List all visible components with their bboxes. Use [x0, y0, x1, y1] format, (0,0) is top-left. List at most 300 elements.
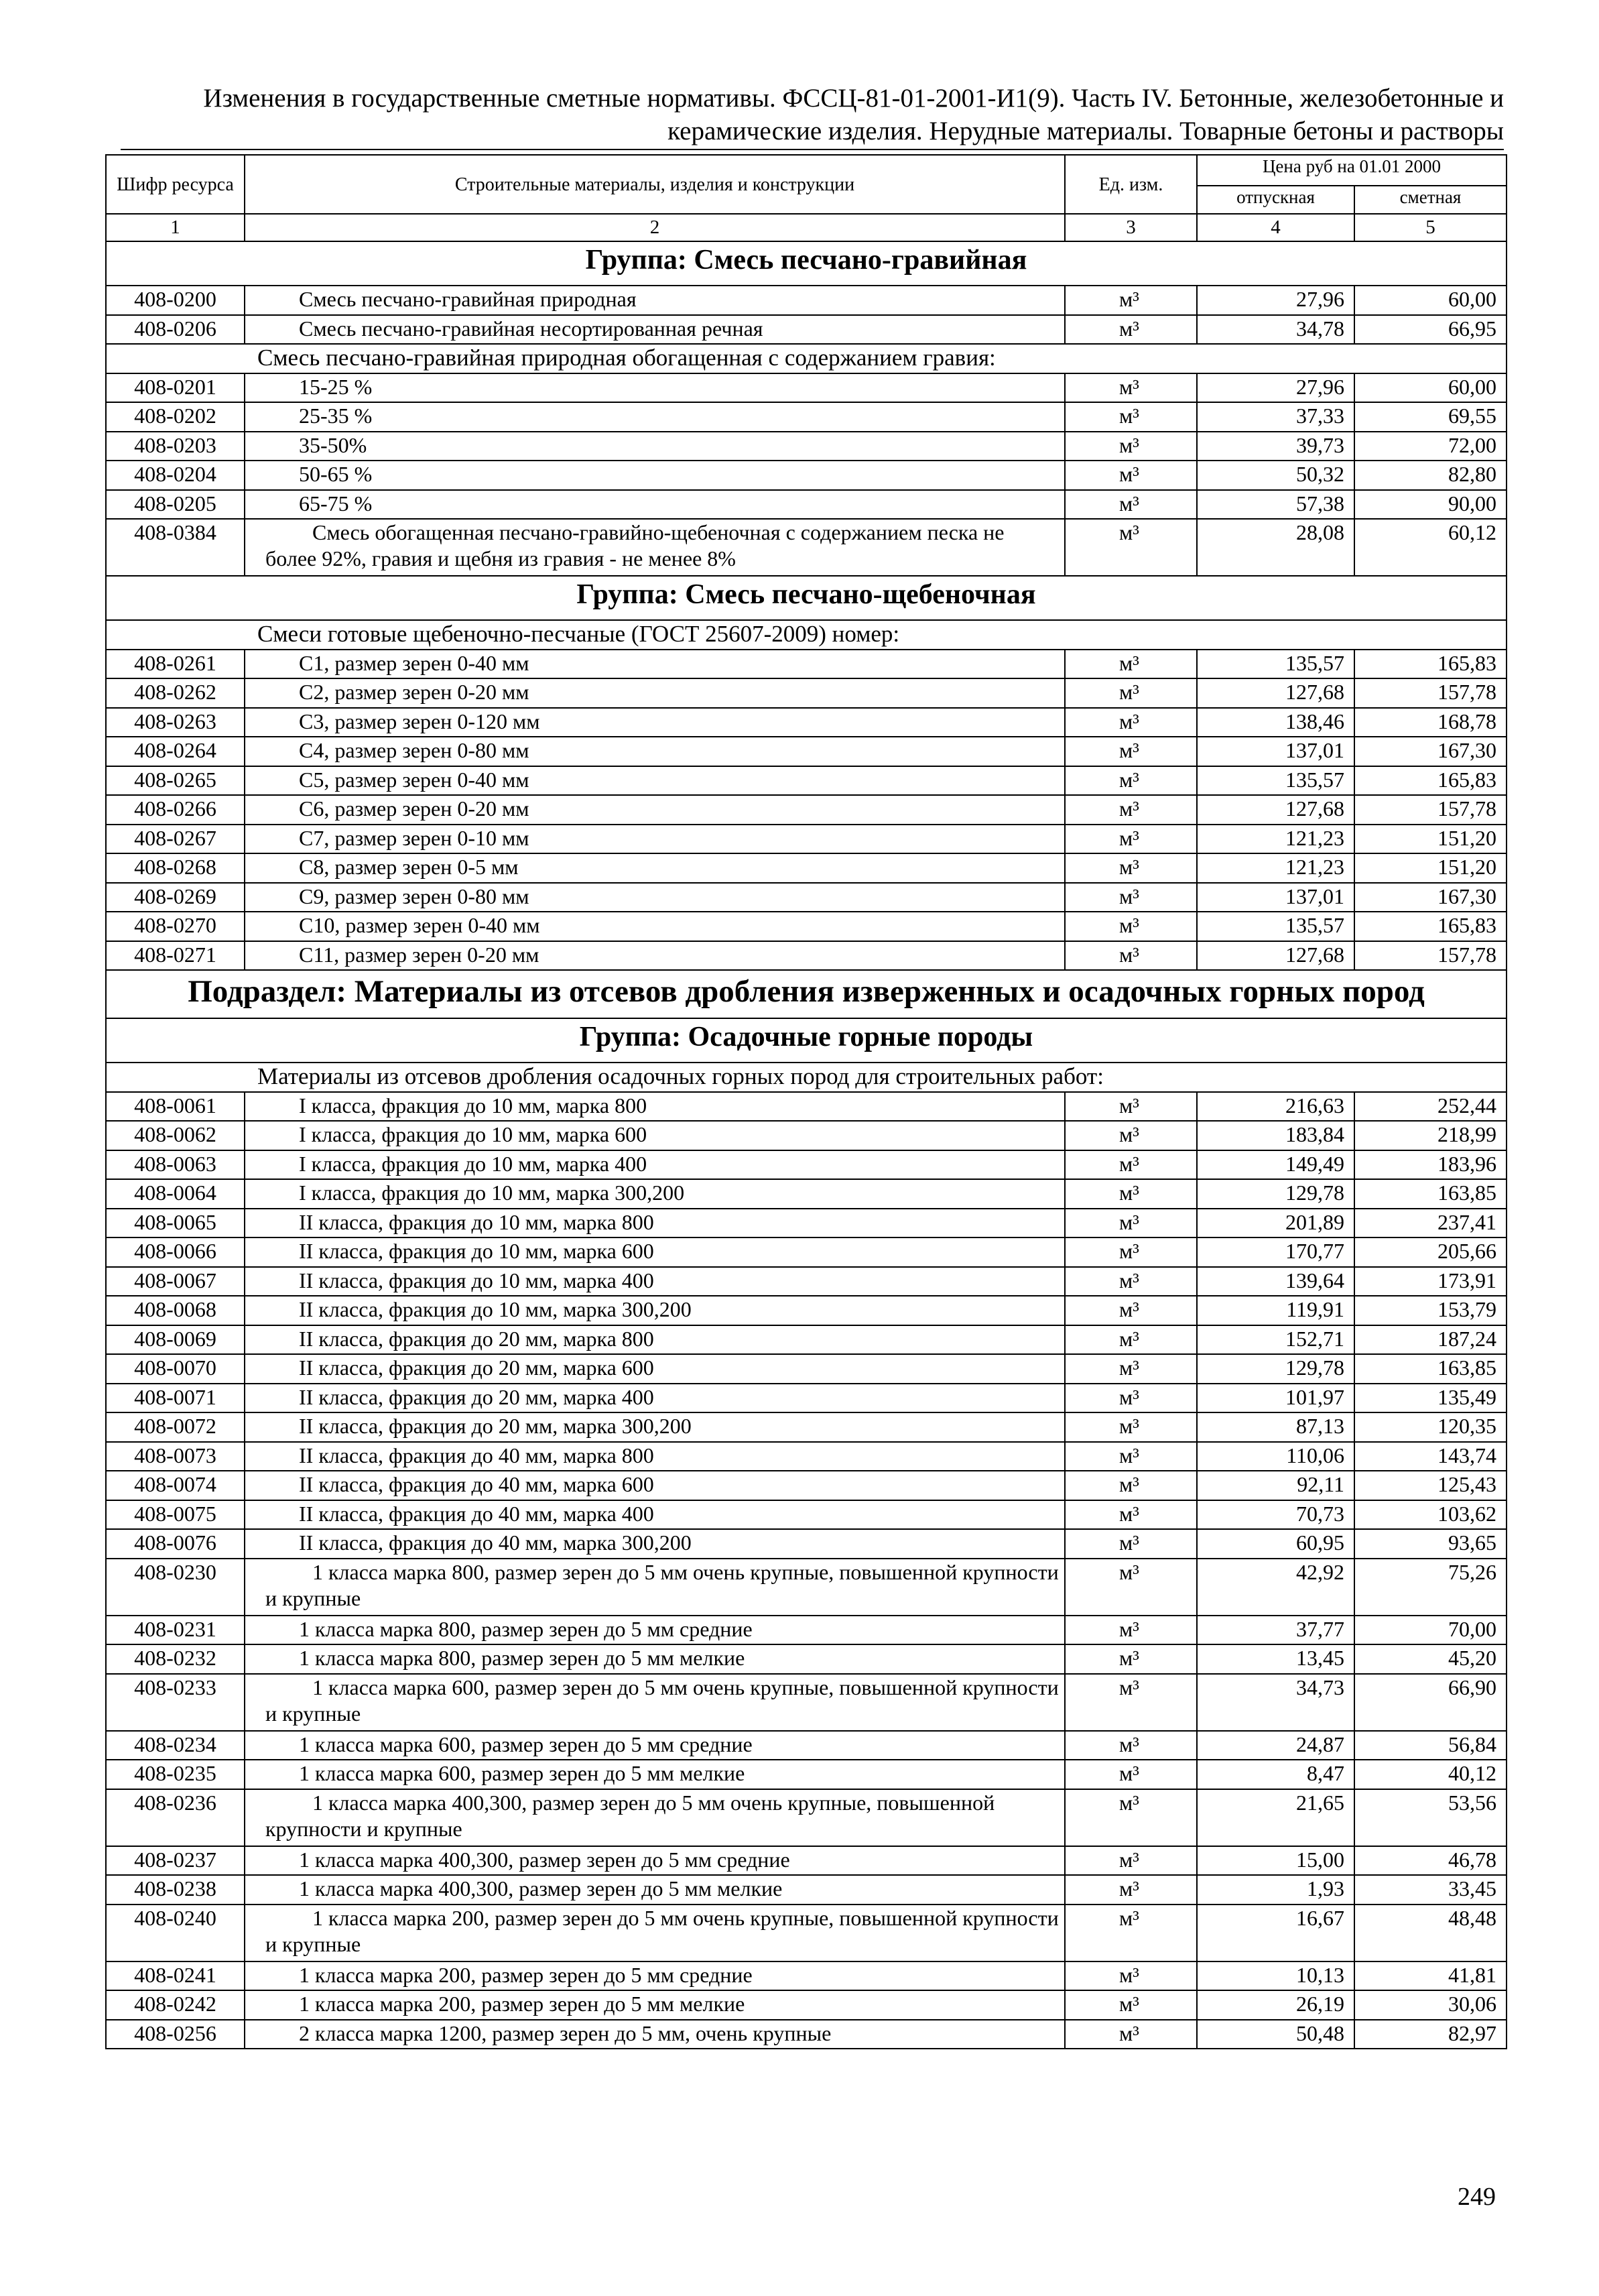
release-price: 87,13	[1197, 1412, 1354, 1442]
table-row	[106, 853, 1507, 883]
unit-of-measure: м³	[1065, 1789, 1197, 1846]
column-index: 1	[106, 214, 245, 241]
table-row	[106, 1237, 1507, 1267]
resource-code: 408-0269	[106, 883, 245, 912]
release-price: 110,06	[1197, 1442, 1354, 1471]
table-row	[106, 432, 1507, 461]
resource-code: 408-0264	[106, 737, 245, 766]
release-price: 119,91	[1197, 1296, 1354, 1325]
unit-of-measure: м³	[1065, 1875, 1197, 1905]
material-name: II класса, фракция до 10 мм, марка 300,200	[245, 1296, 1065, 1325]
estimate-price: 82,80	[1354, 461, 1507, 490]
material-name: II класса, фракция до 10 мм, марка 800	[245, 1209, 1065, 1238]
table-row	[106, 1092, 1507, 1122]
unit-of-measure: м³	[1065, 1150, 1197, 1180]
estimate-price: 60,00	[1354, 373, 1507, 403]
document-header	[121, 82, 1504, 147]
material-name: 1 класса марка 400,300, размер зерен до 5 мм средние	[245, 1846, 1065, 1876]
resource-code: 408-0200	[106, 286, 245, 315]
release-price: 1,93	[1197, 1875, 1354, 1905]
price-table	[105, 154, 1507, 2049]
release-price: 57,38	[1197, 490, 1354, 520]
release-price: 216,63	[1197, 1092, 1354, 1122]
unit-of-measure: м³	[1065, 432, 1197, 461]
release-price: 34,73	[1197, 1674, 1354, 1731]
resource-code: 408-0075	[106, 1500, 245, 1530]
estimate-price: 205,66	[1354, 1237, 1507, 1267]
unit-of-measure: м³	[1065, 1442, 1197, 1471]
release-price: 129,78	[1197, 1179, 1354, 1209]
release-price: 34,78	[1197, 315, 1354, 345]
resource-code: 408-0063	[106, 1150, 245, 1180]
resource-code: 408-0237	[106, 1846, 245, 1876]
material-name: II класса, фракция до 40 мм, марка 600	[245, 1471, 1065, 1500]
resource-code: 408-0262	[106, 678, 245, 708]
table-row	[106, 1325, 1507, 1355]
estimate-price: 53,56	[1354, 1789, 1507, 1846]
release-price: 37,33	[1197, 402, 1354, 432]
group-heading: Группа: Осадочные горные породы	[106, 1018, 1507, 1063]
table-row	[106, 519, 1507, 576]
material-name: 35-50%	[245, 432, 1065, 461]
unit-of-measure: м³	[1065, 1121, 1197, 1150]
material-name: 1 класса марка 400,300, размер зерен до 5 мм мелкие	[245, 1875, 1065, 1905]
unit-of-measure: м³	[1065, 766, 1197, 796]
material-name: 1 класса марка 400,300, размер зерен до 5 мм очень крупные, повышенной крупности и крупные	[245, 1789, 1065, 1846]
release-price: 121,23	[1197, 853, 1354, 883]
release-price: 152,71	[1197, 1325, 1354, 1355]
release-price: 135,57	[1197, 650, 1354, 679]
estimate-price: 82,97	[1354, 2020, 1507, 2049]
unit-of-measure: м³	[1065, 1412, 1197, 1442]
material-name: Смесь песчано-гравийная природная	[245, 286, 1065, 315]
resource-code: 408-0204	[106, 461, 245, 490]
table-row	[106, 1412, 1507, 1442]
material-name: II класса, фракция до 20 мм, марка 800	[245, 1325, 1065, 1355]
estimate-price: 46,78	[1354, 1846, 1507, 1876]
table-row	[106, 2020, 1507, 2049]
resource-code: 408-0235	[106, 1760, 245, 1789]
unit-of-measure: м³	[1065, 1616, 1197, 1645]
column-index: 5	[1354, 214, 1507, 241]
resource-code: 408-0070	[106, 1354, 245, 1384]
release-price: 137,01	[1197, 737, 1354, 766]
estimate-price: 120,35	[1354, 1412, 1507, 1442]
estimate-price: 173,91	[1354, 1267, 1507, 1296]
unit-of-measure: м³	[1065, 1471, 1197, 1500]
release-price: 15,00	[1197, 1846, 1354, 1876]
resource-code: 408-0238	[106, 1875, 245, 1905]
resource-code: 408-0256	[106, 2020, 245, 2049]
release-price: 50,32	[1197, 461, 1354, 490]
table-row	[106, 795, 1507, 825]
group-heading: Группа: Смесь песчано-гравийная	[106, 241, 1507, 286]
release-price: 8,47	[1197, 1760, 1354, 1789]
release-price: 10,13	[1197, 1961, 1354, 1991]
material-name: 1 класса марка 800, размер зерен до 5 мм мелкие	[245, 1644, 1065, 1674]
estimate-price: 56,84	[1354, 1731, 1507, 1760]
table-row	[106, 1209, 1507, 1238]
table-row	[106, 1760, 1507, 1789]
table-row	[106, 1471, 1507, 1500]
estimate-price: 75,26	[1354, 1559, 1507, 1616]
unit-of-measure: м³	[1065, 1529, 1197, 1559]
subgroup-note-row	[106, 344, 1507, 373]
subgroup-note-row	[106, 1063, 1507, 1092]
table-row	[106, 1905, 1507, 1961]
table-row	[106, 1296, 1507, 1325]
column-header-estimate-price: сметная	[1354, 186, 1507, 214]
release-price: 60,95	[1197, 1529, 1354, 1559]
unit-of-measure: м³	[1065, 1760, 1197, 1789]
estimate-price: 168,78	[1354, 708, 1507, 737]
resource-code: 408-0261	[106, 650, 245, 679]
release-price: 101,97	[1197, 1384, 1354, 1413]
resource-code: 408-0068	[106, 1296, 245, 1325]
unit-of-measure: м³	[1065, 1500, 1197, 1530]
material-name: С5, размер зерен 0-40 мм	[245, 766, 1065, 796]
column-index-row	[106, 214, 1507, 241]
estimate-price: 151,20	[1354, 825, 1507, 854]
table-row	[106, 1616, 1507, 1645]
material-name: С8, размер зерен 0-5 мм	[245, 853, 1065, 883]
estimate-price: 183,96	[1354, 1150, 1507, 1180]
estimate-price: 66,90	[1354, 1674, 1507, 1731]
unit-of-measure: м³	[1065, 1354, 1197, 1384]
release-price: 27,96	[1197, 373, 1354, 403]
resource-code: 408-0240	[106, 1905, 245, 1961]
table-row	[106, 1961, 1507, 1991]
estimate-price: 30,06	[1354, 1990, 1507, 2020]
table-row	[106, 883, 1507, 912]
unit-of-measure: м³	[1065, 912, 1197, 941]
release-price: 135,57	[1197, 766, 1354, 796]
estimate-price: 48,48	[1354, 1905, 1507, 1961]
estimate-price: 237,41	[1354, 1209, 1507, 1238]
table-row	[106, 737, 1507, 766]
unit-of-measure: м³	[1065, 825, 1197, 854]
unit-of-measure: м³	[1065, 1237, 1197, 1267]
resource-code: 408-0205	[106, 490, 245, 520]
estimate-price: 167,30	[1354, 737, 1507, 766]
estimate-price: 143,74	[1354, 1442, 1507, 1471]
release-price: 42,92	[1197, 1559, 1354, 1616]
resource-code: 408-0230	[106, 1559, 245, 1616]
table-body	[106, 241, 1507, 2049]
table-row	[106, 1121, 1507, 1150]
table-row	[106, 315, 1507, 345]
material-name: II класса, фракция до 20 мм, марка 600	[245, 1354, 1065, 1384]
estimate-price: 93,65	[1354, 1529, 1507, 1559]
unit-of-measure: м³	[1065, 853, 1197, 883]
column-header-price: Цена руб на 01.01 2000	[1197, 155, 1507, 186]
material-name: II класса, фракция до 40 мм, марка 400	[245, 1500, 1065, 1530]
material-name: 15-25 %	[245, 373, 1065, 403]
table-row	[106, 1150, 1507, 1180]
material-name: 1 класса марка 200, размер зерен до 5 мм средние	[245, 1961, 1065, 1991]
resource-code: 408-0076	[106, 1529, 245, 1559]
unit-of-measure: м³	[1065, 1990, 1197, 2020]
unit-of-measure: м³	[1065, 1644, 1197, 1674]
estimate-price: 165,83	[1354, 650, 1507, 679]
material-name: I класса, фракция до 10 мм, марка 800	[245, 1092, 1065, 1122]
estimate-price: 66,95	[1354, 315, 1507, 345]
estimate-price: 69,55	[1354, 402, 1507, 432]
column-index: 3	[1065, 214, 1197, 241]
material-name: II класса, фракция до 10 мм, марка 600	[245, 1237, 1065, 1267]
resource-code: 408-0265	[106, 766, 245, 796]
resource-code: 408-0064	[106, 1179, 245, 1209]
resource-code: 408-0072	[106, 1412, 245, 1442]
subgroup-note: Смесь песчано-гравийная природная обогащенная с содержанием гравия:	[106, 344, 1507, 373]
release-price: 27,96	[1197, 286, 1354, 315]
unit-of-measure: м³	[1065, 1209, 1197, 1238]
column-index: 2	[245, 214, 1065, 241]
release-price: 39,73	[1197, 432, 1354, 461]
release-price: 127,68	[1197, 795, 1354, 825]
subgroup-note: Смеси готовые щебеночно-песчаные (ГОСТ 25607-2009) номер:	[106, 620, 1507, 650]
table-row	[106, 650, 1507, 679]
unit-of-measure: м³	[1065, 461, 1197, 490]
estimate-price: 103,62	[1354, 1500, 1507, 1530]
estimate-price: 72,00	[1354, 432, 1507, 461]
release-price: 139,64	[1197, 1267, 1354, 1296]
release-price: 170,77	[1197, 1237, 1354, 1267]
estimate-price: 33,45	[1354, 1875, 1507, 1905]
release-price: 135,57	[1197, 912, 1354, 941]
column-header-release-price: отпускная	[1197, 186, 1354, 214]
unit-of-measure: м³	[1065, 678, 1197, 708]
estimate-price: 40,12	[1354, 1760, 1507, 1789]
table-row	[106, 825, 1507, 854]
subgroup-note: Материалы из отсевов дробления осадочных горных пород для строительных работ:	[106, 1063, 1507, 1092]
material-name: С11, размер зерен 0-20 мм	[245, 941, 1065, 971]
estimate-price: 165,83	[1354, 766, 1507, 796]
material-name: I класса, фракция до 10 мм, марка 600	[245, 1121, 1065, 1150]
table-row	[106, 373, 1507, 403]
release-price: 138,46	[1197, 708, 1354, 737]
estimate-price: 151,20	[1354, 853, 1507, 883]
resource-code: 408-0071	[106, 1384, 245, 1413]
resource-code: 408-0073	[106, 1442, 245, 1471]
material-name: С2, размер зерен 0-20 мм	[245, 678, 1065, 708]
material-name: 65-75 %	[245, 490, 1065, 520]
table-row	[106, 766, 1507, 796]
resource-code: 408-0061	[106, 1092, 245, 1122]
unit-of-measure: м³	[1065, 519, 1197, 576]
table-row	[106, 490, 1507, 520]
table-row	[106, 1354, 1507, 1384]
table-row	[106, 1384, 1507, 1413]
material-name: 2 класса марка 1200, размер зерен до 5 мм, очень крупные	[245, 2020, 1065, 2049]
material-name: II класса, фракция до 20 мм, марка 400	[245, 1384, 1065, 1413]
material-name: 1 класса марка 600, размер зерен до 5 мм мелкие	[245, 1760, 1065, 1789]
material-name: II класса, фракция до 10 мм, марка 400	[245, 1267, 1065, 1296]
table-row	[106, 912, 1507, 941]
unit-of-measure: м³	[1065, 1325, 1197, 1355]
estimate-price: 41,81	[1354, 1961, 1507, 1991]
release-price: 129,78	[1197, 1354, 1354, 1384]
release-price: 92,11	[1197, 1471, 1354, 1500]
unit-of-measure: м³	[1065, 402, 1197, 432]
subsection-heading: Подраздел: Материалы из отсевов дробления изверженных и осадочных горных пород	[106, 970, 1507, 1018]
table-row	[106, 678, 1507, 708]
resource-code: 408-0270	[106, 912, 245, 941]
table-row	[106, 1990, 1507, 2020]
resource-code: 408-0201	[106, 373, 245, 403]
page-number: 249	[1458, 2183, 1496, 2211]
subsection-heading-row	[106, 970, 1507, 1018]
unit-of-measure: м³	[1065, 1384, 1197, 1413]
resource-code: 408-0231	[106, 1616, 245, 1645]
release-price: 50,48	[1197, 2020, 1354, 2049]
release-price: 16,67	[1197, 1905, 1354, 1961]
unit-of-measure: м³	[1065, 1731, 1197, 1760]
table-row	[106, 1267, 1507, 1296]
resource-code: 408-0065	[106, 1209, 245, 1238]
unit-of-measure: м³	[1065, 2020, 1197, 2049]
column-header-unit: Ед. изм.	[1065, 155, 1197, 214]
unit-of-measure: м³	[1065, 1905, 1197, 1961]
release-price: 13,45	[1197, 1644, 1354, 1674]
resource-code: 408-0241	[106, 1961, 245, 1991]
release-price: 121,23	[1197, 825, 1354, 854]
header-line-1: Изменения в государственные сметные нормативы. ФССЦ-81-01-2001-И1(9). Часть IV. Бетонные, железобетонные и	[203, 84, 1504, 113]
unit-of-measure: м³	[1065, 315, 1197, 345]
resource-code: 408-0067	[106, 1267, 245, 1296]
material-name: С4, размер зерен 0-80 мм	[245, 737, 1065, 766]
resource-code: 408-0232	[106, 1644, 245, 1674]
resource-code: 408-0234	[106, 1731, 245, 1760]
material-name: 1 класса марка 800, размер зерен до 5 мм средние	[245, 1616, 1065, 1645]
table-row	[106, 1731, 1507, 1760]
group-heading-row	[106, 241, 1507, 286]
release-price: 70,73	[1197, 1500, 1354, 1530]
resource-code: 408-0066	[106, 1237, 245, 1267]
release-price: 26,19	[1197, 1990, 1354, 2020]
material-name: 1 класса марка 600, размер зерен до 5 мм средние	[245, 1731, 1065, 1760]
material-name: 25-35 %	[245, 402, 1065, 432]
material-name: II класса, фракция до 40 мм, марка 300,200	[245, 1529, 1065, 1559]
unit-of-measure: м³	[1065, 941, 1197, 971]
material-name: I класса, фракция до 10 мм, марка 400	[245, 1150, 1065, 1180]
unit-of-measure: м³	[1065, 286, 1197, 315]
resource-code: 408-0062	[106, 1121, 245, 1150]
unit-of-measure: м³	[1065, 737, 1197, 766]
estimate-price: 157,78	[1354, 678, 1507, 708]
estimate-price: 218,99	[1354, 1121, 1507, 1150]
release-price: 201,89	[1197, 1209, 1354, 1238]
unit-of-measure: м³	[1065, 1559, 1197, 1616]
resource-code: 408-0242	[106, 1990, 245, 2020]
resource-code: 408-0384	[106, 519, 245, 576]
unit-of-measure: м³	[1065, 650, 1197, 679]
release-price: 28,08	[1197, 519, 1354, 576]
material-name: С7, размер зерен 0-10 мм	[245, 825, 1065, 854]
unit-of-measure: м³	[1065, 883, 1197, 912]
estimate-price: 167,30	[1354, 883, 1507, 912]
table-row	[106, 1846, 1507, 1876]
estimate-price: 163,85	[1354, 1354, 1507, 1384]
material-name: II класса, фракция до 40 мм, марка 800	[245, 1442, 1065, 1471]
release-price: 24,87	[1197, 1731, 1354, 1760]
estimate-price: 135,49	[1354, 1384, 1507, 1413]
unit-of-measure: м³	[1065, 1267, 1197, 1296]
estimate-price: 60,00	[1354, 286, 1507, 315]
release-price: 183,84	[1197, 1121, 1354, 1150]
table-row	[106, 1179, 1507, 1209]
estimate-price: 157,78	[1354, 795, 1507, 825]
material-name: 50-65 %	[245, 461, 1065, 490]
unit-of-measure: м³	[1065, 1961, 1197, 1991]
material-name: С9, размер зерен 0-80 мм	[245, 883, 1065, 912]
release-price: 149,49	[1197, 1150, 1354, 1180]
resource-code: 408-0267	[106, 825, 245, 854]
estimate-price: 70,00	[1354, 1616, 1507, 1645]
table-row	[106, 1559, 1507, 1616]
estimate-price: 60,12	[1354, 519, 1507, 576]
estimate-price: 165,83	[1354, 912, 1507, 941]
resource-code: 408-0069	[106, 1325, 245, 1355]
table-row	[106, 1644, 1507, 1674]
resource-code: 408-0203	[106, 432, 245, 461]
resource-code: 408-0268	[106, 853, 245, 883]
material-name: II класса, фракция до 20 мм, марка 300,200	[245, 1412, 1065, 1442]
table-row	[106, 1875, 1507, 1905]
resource-code: 408-0271	[106, 941, 245, 971]
material-name: Смесь обогащенная песчано-гравийно-щебеночная с содержанием песка не более 92%, гравия и щебня из гравия - не менее 8%	[245, 519, 1065, 576]
unit-of-measure: м³	[1065, 490, 1197, 520]
table-row	[106, 1529, 1507, 1559]
header-rule	[121, 149, 1504, 150]
resource-code: 408-0266	[106, 795, 245, 825]
table-row	[106, 461, 1507, 490]
unit-of-measure: м³	[1065, 1674, 1197, 1731]
estimate-price: 252,44	[1354, 1092, 1507, 1122]
material-name: 1 класса марка 800, размер зерен до 5 мм очень крупные, повышенной крупности и крупные	[245, 1559, 1065, 1616]
estimate-price: 187,24	[1354, 1325, 1507, 1355]
unit-of-measure: м³	[1065, 373, 1197, 403]
subgroup-note-row	[106, 620, 1507, 650]
resource-code: 408-0263	[106, 708, 245, 737]
table-row	[106, 1674, 1507, 1731]
resource-code: 408-0236	[106, 1789, 245, 1846]
resource-code: 408-0206	[106, 315, 245, 345]
estimate-price: 125,43	[1354, 1471, 1507, 1500]
unit-of-measure: м³	[1065, 1296, 1197, 1325]
resource-code: 408-0074	[106, 1471, 245, 1500]
unit-of-measure: м³	[1065, 708, 1197, 737]
estimate-price: 157,78	[1354, 941, 1507, 971]
table-row	[106, 1789, 1507, 1846]
unit-of-measure: м³	[1065, 1846, 1197, 1876]
resource-code: 408-0202	[106, 402, 245, 432]
material-name: 1 класса марка 200, размер зерен до 5 мм очень крупные, повышенной крупности и крупные	[245, 1905, 1065, 1961]
release-price: 127,68	[1197, 678, 1354, 708]
unit-of-measure: м³	[1065, 795, 1197, 825]
header-line-2: керамические изделия. Нерудные материалы. Товарные бетоны и растворы	[667, 117, 1504, 145]
material-name: 1 класса марка 200, размер зерен до 5 мм мелкие	[245, 1990, 1065, 2020]
table-row	[106, 402, 1507, 432]
material-name: С10, размер зерен 0-40 мм	[245, 912, 1065, 941]
unit-of-measure: м³	[1065, 1092, 1197, 1122]
column-header-name: Строительные материалы, изделия и конструкции	[245, 155, 1065, 214]
group-heading-row	[106, 1018, 1507, 1063]
unit-of-measure: м³	[1065, 1179, 1197, 1209]
material-name: Смесь песчано-гравийная несортированная речная	[245, 315, 1065, 345]
table-row	[106, 708, 1507, 737]
resource-code: 408-0233	[106, 1674, 245, 1731]
